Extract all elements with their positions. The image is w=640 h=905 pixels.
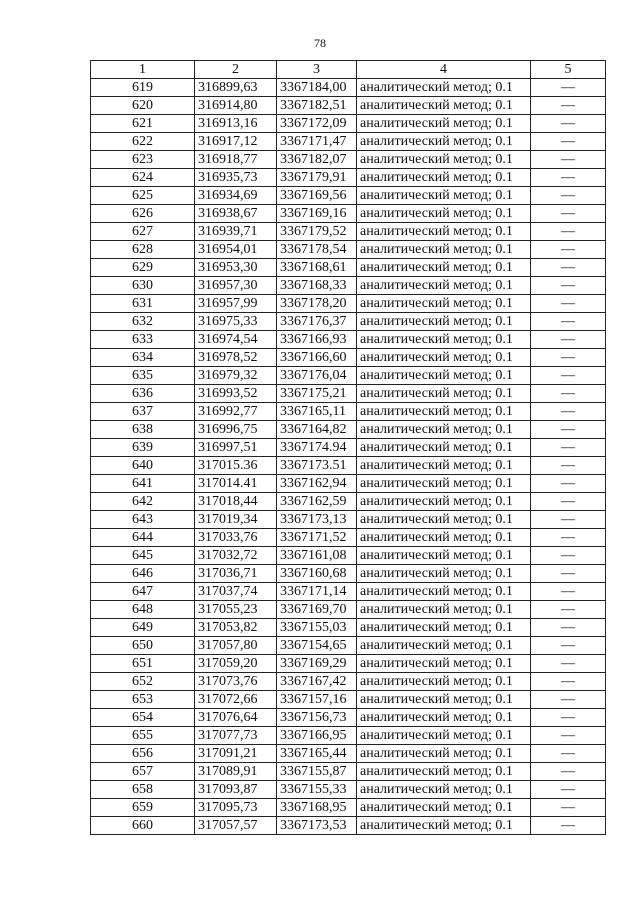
point-number-cell: 647	[91, 583, 195, 601]
x-coordinate-cell: 316957,30	[195, 277, 277, 295]
y-coordinate-cell: 3367173.51	[277, 457, 357, 475]
table-row	[91, 187, 606, 205]
x-coordinate-cell: 316975,33	[195, 313, 277, 331]
y-coordinate-cell: 3367171,52	[277, 529, 357, 547]
y-coordinate-cell: 3367169,56	[277, 187, 357, 205]
x-coordinate-cell: 317019,34	[195, 511, 277, 529]
point-number-cell: 654	[91, 709, 195, 727]
method-cell: аналитический метод; 0.1	[357, 151, 531, 169]
table-row	[91, 331, 606, 349]
note-cell: —	[531, 151, 606, 169]
x-coordinate-cell: 317057,57	[195, 817, 277, 835]
header-cell-method: 4	[357, 61, 531, 79]
y-coordinate-cell: 3367174.94	[277, 439, 357, 457]
y-coordinate-cell: 3367179,91	[277, 169, 357, 187]
note-cell: —	[531, 799, 606, 817]
table-row	[91, 151, 606, 169]
y-coordinate-cell: 3367169,16	[277, 205, 357, 223]
y-coordinate-cell: 3367154,65	[277, 637, 357, 655]
method-cell: аналитический метод; 0.1	[357, 511, 531, 529]
point-number-cell: 632	[91, 313, 195, 331]
x-coordinate-cell: 317036,71	[195, 565, 277, 583]
note-cell: —	[531, 475, 606, 493]
point-number-cell: 635	[91, 367, 195, 385]
table-row	[91, 763, 606, 781]
header-row	[91, 61, 606, 79]
table-row	[91, 457, 606, 475]
point-number-cell: 658	[91, 781, 195, 799]
x-coordinate-cell: 317073,76	[195, 673, 277, 691]
method-cell: аналитический метод; 0.1	[357, 673, 531, 691]
y-coordinate-cell: 3367171,47	[277, 133, 357, 151]
y-coordinate-cell: 3367165,11	[277, 403, 357, 421]
note-cell: —	[531, 331, 606, 349]
table-row	[91, 169, 606, 187]
point-number-cell: 640	[91, 457, 195, 475]
table-row	[91, 241, 606, 259]
note-cell: —	[531, 655, 606, 673]
y-coordinate-cell: 3367155,87	[277, 763, 357, 781]
note-cell: —	[531, 421, 606, 439]
page-number: 78	[314, 36, 326, 50]
method-cell: аналитический метод; 0.1	[357, 187, 531, 205]
note-cell: —	[531, 241, 606, 259]
y-coordinate-cell: 3367167,42	[277, 673, 357, 691]
note-cell: —	[531, 529, 606, 547]
point-number-cell: 633	[91, 331, 195, 349]
x-coordinate-cell: 316954,01	[195, 241, 277, 259]
table-row	[91, 349, 606, 367]
x-coordinate-cell: 317032,72	[195, 547, 277, 565]
note-cell: —	[531, 583, 606, 601]
method-cell: аналитический метод; 0.1	[357, 421, 531, 439]
method-cell: аналитический метод; 0.1	[357, 295, 531, 313]
note-cell: —	[531, 385, 606, 403]
x-coordinate-cell: 316996,75	[195, 421, 277, 439]
point-number-cell: 629	[91, 259, 195, 277]
x-coordinate-cell: 316934,69	[195, 187, 277, 205]
note-cell: —	[531, 259, 606, 277]
method-cell: аналитический метод; 0.1	[357, 115, 531, 133]
note-cell: —	[531, 295, 606, 313]
point-number-cell: 657	[91, 763, 195, 781]
table-row	[91, 781, 606, 799]
table-row	[91, 223, 606, 241]
point-number-cell: 660	[91, 817, 195, 835]
x-coordinate-cell: 317033,76	[195, 529, 277, 547]
y-coordinate-cell: 3367178,54	[277, 241, 357, 259]
method-cell: аналитический метод; 0.1	[357, 745, 531, 763]
note-cell: —	[531, 673, 606, 691]
method-cell: аналитический метод; 0.1	[357, 349, 531, 367]
table-row	[91, 295, 606, 313]
note-cell: —	[531, 493, 606, 511]
point-number-cell: 628	[91, 241, 195, 259]
header-cell-point-number: 1	[91, 61, 195, 79]
point-number-cell: 659	[91, 799, 195, 817]
note-cell: —	[531, 79, 606, 97]
note-cell: —	[531, 601, 606, 619]
table-row	[91, 619, 606, 637]
method-cell: аналитический метод; 0.1	[357, 637, 531, 655]
note-cell: —	[531, 223, 606, 241]
table-row	[91, 97, 606, 115]
table-row	[91, 511, 606, 529]
point-number-cell: 621	[91, 115, 195, 133]
x-coordinate-cell: 316992,77	[195, 403, 277, 421]
note-cell: —	[531, 169, 606, 187]
y-coordinate-cell: 3367172,09	[277, 115, 357, 133]
note-cell: —	[531, 709, 606, 727]
method-cell: аналитический метод; 0.1	[357, 601, 531, 619]
note-cell: —	[531, 547, 606, 565]
x-coordinate-cell: 317018,44	[195, 493, 277, 511]
x-coordinate-cell: 317015.36	[195, 457, 277, 475]
x-coordinate-cell: 316979,32	[195, 367, 277, 385]
y-coordinate-cell: 3367171,14	[277, 583, 357, 601]
y-coordinate-cell: 3367165,44	[277, 745, 357, 763]
x-coordinate-cell: 316997,51	[195, 439, 277, 457]
point-number-cell: 623	[91, 151, 195, 169]
table-row	[91, 727, 606, 745]
table-row	[91, 133, 606, 151]
note-cell: —	[531, 511, 606, 529]
table-row	[91, 745, 606, 763]
y-coordinate-cell: 3367169,70	[277, 601, 357, 619]
y-coordinate-cell: 3367182,51	[277, 97, 357, 115]
y-coordinate-cell: 3367178,20	[277, 295, 357, 313]
method-cell: аналитический метод; 0.1	[357, 169, 531, 187]
table-row	[91, 367, 606, 385]
note-cell: —	[531, 457, 606, 475]
method-cell: аналитический метод; 0.1	[357, 241, 531, 259]
method-cell: аналитический метод; 0.1	[357, 475, 531, 493]
y-coordinate-cell: 3367162,59	[277, 493, 357, 511]
note-cell: —	[531, 115, 606, 133]
y-coordinate-cell: 3367169,29	[277, 655, 357, 673]
point-number-cell: 649	[91, 619, 195, 637]
table-row	[91, 79, 606, 97]
method-cell: аналитический метод; 0.1	[357, 619, 531, 637]
note-cell: —	[531, 97, 606, 115]
method-cell: аналитический метод; 0.1	[357, 457, 531, 475]
y-coordinate-cell: 3367176,37	[277, 313, 357, 331]
point-number-cell: 656	[91, 745, 195, 763]
note-cell: —	[531, 439, 606, 457]
y-coordinate-cell: 3367161,08	[277, 547, 357, 565]
coordinates-table	[90, 60, 606, 835]
y-coordinate-cell: 3367179,52	[277, 223, 357, 241]
x-coordinate-cell: 316939,71	[195, 223, 277, 241]
x-coordinate-cell: 316993,52	[195, 385, 277, 403]
table-row	[91, 529, 606, 547]
method-cell: аналитический метод; 0.1	[357, 709, 531, 727]
note-cell: —	[531, 781, 606, 799]
y-coordinate-cell: 3367173,53	[277, 817, 357, 835]
note-cell: —	[531, 313, 606, 331]
x-coordinate-cell: 317055,23	[195, 601, 277, 619]
note-cell: —	[531, 205, 606, 223]
point-number-cell: 634	[91, 349, 195, 367]
method-cell: аналитический метод; 0.1	[357, 205, 531, 223]
point-number-cell: 630	[91, 277, 195, 295]
note-cell: —	[531, 565, 606, 583]
point-number-cell: 622	[91, 133, 195, 151]
x-coordinate-cell: 316953,30	[195, 259, 277, 277]
method-cell: аналитический метод; 0.1	[357, 259, 531, 277]
table-row	[91, 655, 606, 673]
point-number-cell: 655	[91, 727, 195, 745]
table-row	[91, 493, 606, 511]
note-cell: —	[531, 133, 606, 151]
point-number-cell: 644	[91, 529, 195, 547]
method-cell: аналитический метод; 0.1	[357, 79, 531, 97]
table-row	[91, 115, 606, 133]
x-coordinate-cell: 316935,73	[195, 169, 277, 187]
method-cell: аналитический метод; 0.1	[357, 763, 531, 781]
y-coordinate-cell: 3367162,94	[277, 475, 357, 493]
x-coordinate-cell: 317076,64	[195, 709, 277, 727]
point-number-cell: 650	[91, 637, 195, 655]
y-coordinate-cell: 3367155,33	[277, 781, 357, 799]
x-coordinate-cell: 316918,77	[195, 151, 277, 169]
y-coordinate-cell: 3367173,13	[277, 511, 357, 529]
header-cell-y: 3	[277, 61, 357, 79]
point-number-cell: 620	[91, 97, 195, 115]
header-cell-x: 2	[195, 61, 277, 79]
method-cell: аналитический метод; 0.1	[357, 385, 531, 403]
x-coordinate-cell: 316899,63	[195, 79, 277, 97]
x-coordinate-cell: 317091,21	[195, 745, 277, 763]
table-row	[91, 475, 606, 493]
table-row	[91, 313, 606, 331]
method-cell: аналитический метод; 0.1	[357, 223, 531, 241]
note-cell: —	[531, 727, 606, 745]
method-cell: аналитический метод; 0.1	[357, 565, 531, 583]
point-number-cell: 626	[91, 205, 195, 223]
note-cell: —	[531, 619, 606, 637]
method-cell: аналитический метод; 0.1	[357, 493, 531, 511]
method-cell: аналитический метод; 0.1	[357, 799, 531, 817]
table-row	[91, 421, 606, 439]
y-coordinate-cell: 3367164,82	[277, 421, 357, 439]
table-row	[91, 205, 606, 223]
y-coordinate-cell: 3367155,03	[277, 619, 357, 637]
table-row	[91, 799, 606, 817]
table-row	[91, 583, 606, 601]
point-number-cell: 643	[91, 511, 195, 529]
method-cell: аналитический метод; 0.1	[357, 655, 531, 673]
table-row	[91, 277, 606, 295]
y-coordinate-cell: 3367157,16	[277, 691, 357, 709]
table-header	[91, 61, 606, 79]
point-number-cell: 625	[91, 187, 195, 205]
x-coordinate-cell: 316938,67	[195, 205, 277, 223]
point-number-cell: 624	[91, 169, 195, 187]
table-row	[91, 691, 606, 709]
y-coordinate-cell: 3367176,04	[277, 367, 357, 385]
point-number-cell: 645	[91, 547, 195, 565]
y-coordinate-cell: 3367156,73	[277, 709, 357, 727]
table-row	[91, 385, 606, 403]
x-coordinate-cell: 316974,54	[195, 331, 277, 349]
point-number-cell: 646	[91, 565, 195, 583]
point-number-cell: 631	[91, 295, 195, 313]
x-coordinate-cell: 317059,20	[195, 655, 277, 673]
point-number-cell: 651	[91, 655, 195, 673]
header-cell-note: 5	[531, 61, 606, 79]
y-coordinate-cell: 3367168,33	[277, 277, 357, 295]
method-cell: аналитический метод; 0.1	[357, 781, 531, 799]
table-row	[91, 439, 606, 457]
table-row	[91, 403, 606, 421]
y-coordinate-cell: 3367175,21	[277, 385, 357, 403]
note-cell: —	[531, 691, 606, 709]
note-cell: —	[531, 349, 606, 367]
method-cell: аналитический метод; 0.1	[357, 367, 531, 385]
point-number-cell: 642	[91, 493, 195, 511]
note-cell: —	[531, 817, 606, 835]
x-coordinate-cell: 317077,73	[195, 727, 277, 745]
x-coordinate-cell: 317072,66	[195, 691, 277, 709]
table-row	[91, 601, 606, 619]
point-number-cell: 641	[91, 475, 195, 493]
y-coordinate-cell: 3367160,68	[277, 565, 357, 583]
note-cell: —	[531, 763, 606, 781]
y-coordinate-cell: 3367184,00	[277, 79, 357, 97]
table-row	[91, 259, 606, 277]
note-cell: —	[531, 403, 606, 421]
point-number-cell: 627	[91, 223, 195, 241]
x-coordinate-cell: 316913,16	[195, 115, 277, 133]
table-row	[91, 547, 606, 565]
x-coordinate-cell: 316917,12	[195, 133, 277, 151]
table-row	[91, 673, 606, 691]
method-cell: аналитический метод; 0.1	[357, 727, 531, 745]
table-row	[91, 637, 606, 655]
x-coordinate-cell: 316957,99	[195, 295, 277, 313]
method-cell: аналитический метод; 0.1	[357, 691, 531, 709]
method-cell: аналитический метод; 0.1	[357, 97, 531, 115]
method-cell: аналитический метод; 0.1	[357, 439, 531, 457]
method-cell: аналитический метод; 0.1	[357, 277, 531, 295]
note-cell: —	[531, 745, 606, 763]
y-coordinate-cell: 3367166,93	[277, 331, 357, 349]
y-coordinate-cell: 3367166,60	[277, 349, 357, 367]
point-number-cell: 619	[91, 79, 195, 97]
x-coordinate-cell: 316914,80	[195, 97, 277, 115]
note-cell: —	[531, 637, 606, 655]
method-cell: аналитический метод; 0.1	[357, 583, 531, 601]
point-number-cell: 638	[91, 421, 195, 439]
note-cell: —	[531, 367, 606, 385]
x-coordinate-cell: 316978,52	[195, 349, 277, 367]
table-row	[91, 817, 606, 835]
x-coordinate-cell: 317095,73	[195, 799, 277, 817]
x-coordinate-cell: 317089,91	[195, 763, 277, 781]
point-number-cell: 639	[91, 439, 195, 457]
method-cell: аналитический метод; 0.1	[357, 817, 531, 835]
table-row	[91, 709, 606, 727]
note-cell: —	[531, 187, 606, 205]
point-number-cell: 653	[91, 691, 195, 709]
method-cell: аналитический метод; 0.1	[357, 331, 531, 349]
method-cell: аналитический метод; 0.1	[357, 547, 531, 565]
point-number-cell: 648	[91, 601, 195, 619]
x-coordinate-cell: 317093,87	[195, 781, 277, 799]
x-coordinate-cell: 317037,74	[195, 583, 277, 601]
y-coordinate-cell: 3367182,07	[277, 151, 357, 169]
y-coordinate-cell: 3367168,95	[277, 799, 357, 817]
x-coordinate-cell: 317014.41	[195, 475, 277, 493]
point-number-cell: 637	[91, 403, 195, 421]
y-coordinate-cell: 3367166,95	[277, 727, 357, 745]
x-coordinate-cell: 317053,82	[195, 619, 277, 637]
y-coordinate-cell: 3367168,61	[277, 259, 357, 277]
table-row	[91, 565, 606, 583]
method-cell: аналитический метод; 0.1	[357, 133, 531, 151]
x-coordinate-cell: 317057,80	[195, 637, 277, 655]
table-body	[91, 79, 606, 835]
method-cell: аналитический метод; 0.1	[357, 529, 531, 547]
point-number-cell: 636	[91, 385, 195, 403]
note-cell: —	[531, 277, 606, 295]
point-number-cell: 652	[91, 673, 195, 691]
method-cell: аналитический метод; 0.1	[357, 403, 531, 421]
method-cell: аналитический метод; 0.1	[357, 313, 531, 331]
